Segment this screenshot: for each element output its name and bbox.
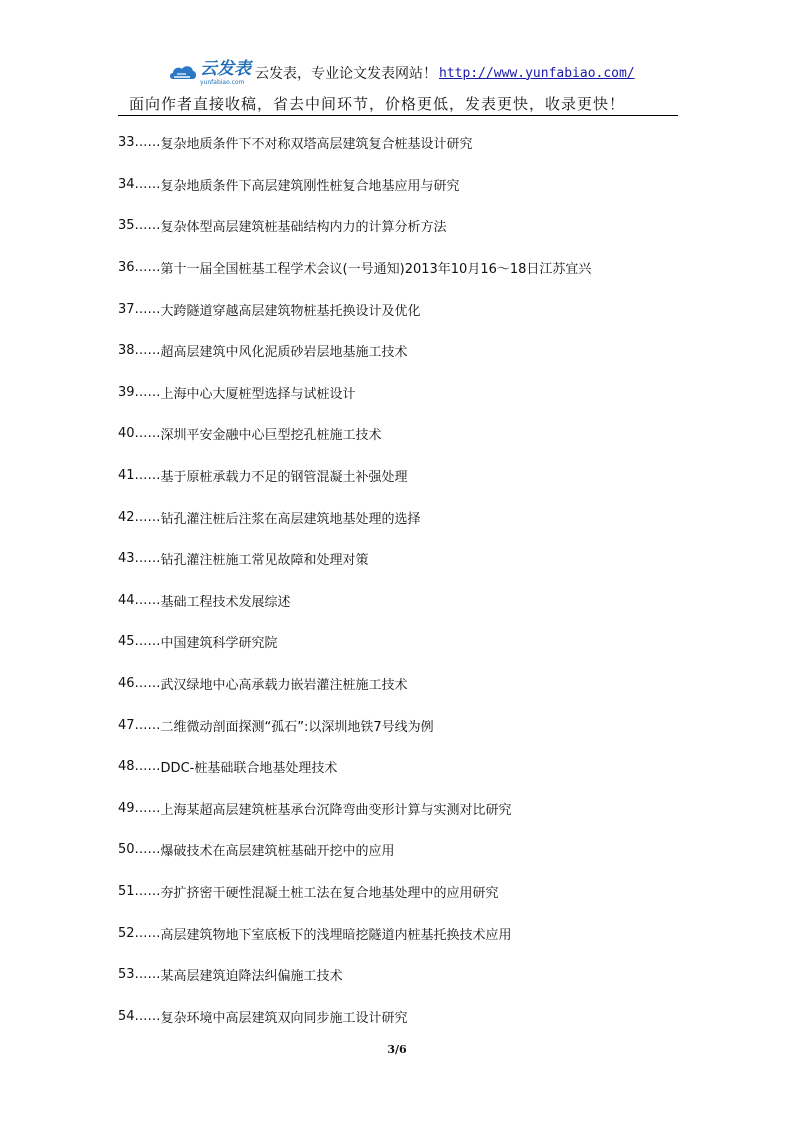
- item-leader: ……: [134, 301, 161, 317]
- item-leader: ……: [134, 176, 161, 192]
- list-item: [118, 995, 678, 1037]
- item-title: 复杂地质条件下高层建筑刚性桩复合地基应用与研究: [160, 178, 460, 194]
- item-number: 40: [118, 426, 135, 442]
- list-item: [118, 871, 678, 913]
- cloud-logo-icon: [168, 61, 198, 85]
- list-item: [118, 122, 678, 164]
- item-leader: ……: [134, 384, 161, 400]
- list-item: [118, 538, 678, 580]
- list-item: [118, 372, 678, 414]
- website-link[interactable]: http://www.yunfabiao.com/: [439, 65, 635, 81]
- item-leader: ……: [134, 218, 161, 234]
- item-title: 基于原桩承载力不足的钢管混凝土补强处理: [160, 470, 408, 486]
- list-item: [118, 164, 678, 206]
- item-title: 钻孔灌注桩施工常见故障和处理对策: [160, 553, 369, 569]
- list-item: [118, 580, 678, 622]
- item-title: 超高层建筑中风化泥质砂岩层地基施工技术: [160, 345, 408, 361]
- list-item: [118, 455, 678, 497]
- item-leader: ……: [134, 759, 161, 775]
- item-leader: ……: [134, 551, 161, 567]
- item-number: 35: [118, 218, 135, 234]
- item-number: 38: [118, 343, 135, 359]
- item-number: 52: [118, 925, 135, 941]
- list-item: [118, 330, 678, 372]
- header-tagline: 面向作者直接收稿，省去中间环节，价格更低，发表更快，收录更快！: [129, 95, 626, 113]
- item-number: 54: [118, 1008, 135, 1024]
- item-number: 45: [118, 634, 135, 650]
- list-item: [118, 663, 678, 705]
- item-leader: ……: [134, 842, 161, 858]
- item-number: 49: [118, 800, 135, 816]
- item-leader: ……: [134, 800, 161, 816]
- logo-wordmark: 云发表: [200, 58, 251, 79]
- item-number: 53: [118, 967, 135, 983]
- list-item: [118, 788, 678, 830]
- page-number: 3/6: [387, 1043, 407, 1056]
- item-number: 36: [118, 260, 135, 276]
- list-item: [118, 621, 678, 663]
- item-number: 42: [118, 509, 135, 525]
- logo-row: [168, 58, 635, 88]
- list-item: [118, 288, 678, 330]
- item-leader: ……: [134, 135, 161, 151]
- item-title: 爆破技术在高层建筑桩基础开挖中的应用: [160, 844, 395, 860]
- item-title: 某高层建筑迫降法纠偏施工技术: [160, 969, 343, 985]
- item-title: 复杂体型高层建筑桩基础结构内力的计算分析方法: [160, 220, 447, 236]
- item-title: 中国建筑科学研究院: [160, 636, 278, 652]
- header-slogan: 云发表，专业论文发表网站！: [255, 66, 437, 82]
- item-leader: ……: [134, 1008, 161, 1024]
- list-item: [118, 413, 678, 455]
- item-title: 基础工程技术发展综述: [160, 594, 291, 610]
- item-leader: ……: [134, 509, 161, 525]
- item-leader: ……: [134, 967, 161, 983]
- item-leader: ……: [134, 592, 161, 608]
- list-item: [118, 247, 678, 289]
- item-leader: ……: [134, 343, 161, 359]
- item-title: 复杂环境中高层建筑双向同步施工设计研究: [160, 1010, 408, 1026]
- item-title: 复杂地质条件下不对称双塔高层建筑复合桩基设计研究: [160, 137, 473, 153]
- item-title: 第十一届全国桩基工程学术会议(一号通知)2013年10月16～18日江苏宜兴: [160, 262, 592, 278]
- header-divider: [118, 115, 678, 116]
- item-number: 34: [118, 176, 135, 192]
- list-item: [118, 912, 678, 954]
- item-leader: ……: [134, 260, 161, 276]
- item-number: 47: [118, 717, 135, 733]
- item-number: 39: [118, 384, 135, 400]
- item-number: 33: [118, 135, 135, 151]
- list-item: [118, 704, 678, 746]
- list-item: [118, 205, 678, 247]
- item-leader: ……: [134, 883, 161, 899]
- list-item: [118, 954, 678, 996]
- page-header: [118, 58, 678, 116]
- item-number: 37: [118, 301, 135, 317]
- item-number: 50: [118, 842, 135, 858]
- item-number: 48: [118, 759, 135, 775]
- item-title: 高层建筑物地下室底板下的浅埋暗挖隧道内桩基托换技术应用: [160, 927, 512, 943]
- item-leader: ……: [134, 468, 161, 484]
- item-title: 上海中心大厦桩型选择与试桩设计: [160, 386, 356, 402]
- list-item: [118, 829, 678, 871]
- item-title: 夯扩挤密干硬性混凝土桩工法在复合地基处理中的应用研究: [160, 885, 499, 901]
- item-leader: ……: [134, 634, 161, 650]
- item-title: 深圳平安金融中心巨型挖孔桩施工技术: [160, 428, 382, 444]
- item-leader: ……: [134, 925, 161, 941]
- list-item: [118, 496, 678, 538]
- item-number: 41: [118, 468, 135, 484]
- item-number: 43: [118, 551, 135, 567]
- item-leader: ……: [134, 717, 161, 733]
- item-number: 46: [118, 676, 135, 692]
- item-number: 51: [118, 883, 135, 899]
- item-leader: ……: [134, 676, 161, 692]
- site-logo[interactable]: [168, 58, 251, 86]
- item-title: 上海某超高层建筑桩基承台沉降弯曲变形计算与实测对比研究: [160, 802, 512, 818]
- item-title: 钻孔灌注桩后注浆在高层建筑地基处理的选择: [160, 511, 421, 527]
- list-item: [118, 746, 678, 788]
- item-title: DDC-桩基础联合地基处理技术: [160, 761, 338, 777]
- logo-subtext: yunfabiao.com: [200, 78, 245, 86]
- item-title: 二维微动剖面探测“孤石”:以深圳地铁7号线为例: [160, 719, 434, 735]
- item-title: 大跨隧道穿越高层建筑物桩基托换设计及优化: [160, 303, 421, 319]
- item-title: 武汉绿地中心高承载力嵌岩灌注桩施工技术: [160, 678, 408, 694]
- item-number: 44: [118, 592, 135, 608]
- article-list: [118, 122, 678, 1037]
- item-leader: ……: [134, 426, 161, 442]
